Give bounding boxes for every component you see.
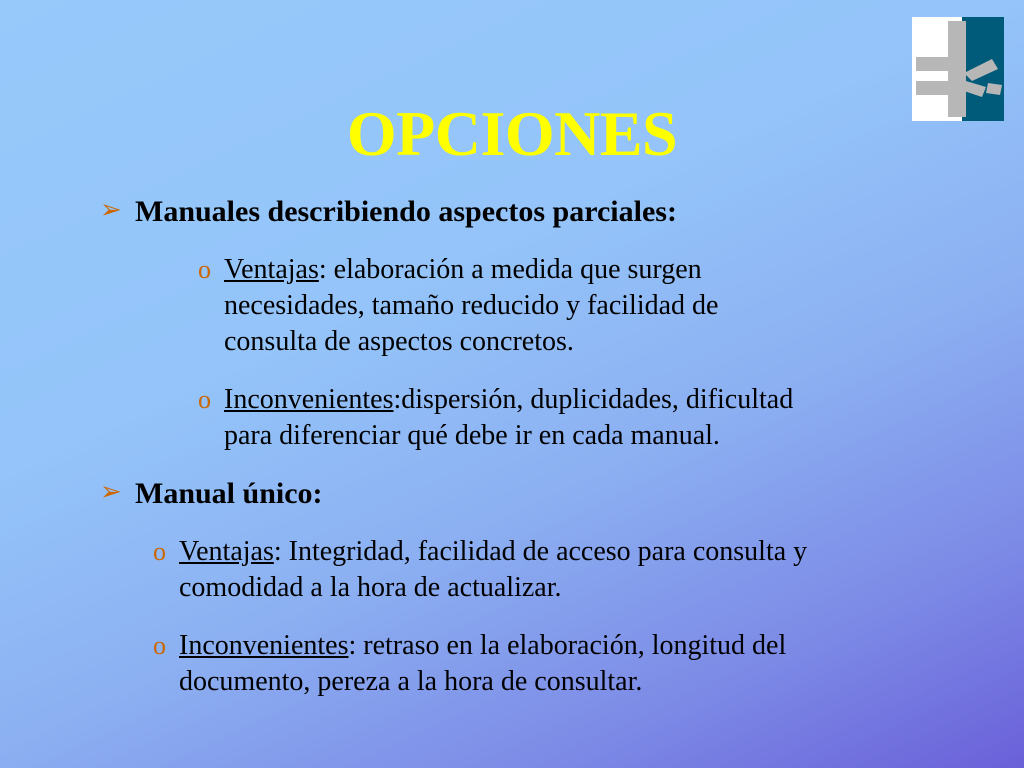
item-text: : elaboración a medida que surgen [318,254,702,285]
item-text: : retraso en la elaboración, longitud del [348,630,787,661]
item-text: consulta de aspectos concretos. [224,326,574,357]
sub-bullet-item [153,534,808,606]
item-text: :dispersión, duplicidades, dificultad [393,384,794,415]
item-text: : Integridad, facilidad de acceso para consulta y [273,536,808,567]
circle-bullet-icon: o [198,255,211,284]
section-heading-text: Manuales describiendo aspectos parciales: [135,195,677,228]
slide-title: OPCIONES [346,98,678,169]
arrow-bullet-icon: ➢ [100,195,122,224]
term-label: Ventajas [179,536,274,567]
item-text: comodidad a la hora de actualizar. [179,572,562,603]
circle-bullet-icon: o [198,385,211,414]
item-text: documento, pereza a la hora de consultar. [179,666,643,697]
circle-bullet-icon: o [153,537,166,566]
arrow-bullet-icon: ➢ [100,477,122,506]
term-label: Inconvenientes [224,384,394,415]
sub-bullet-item [198,382,794,454]
circle-bullet-icon: o [153,631,166,660]
term-label: Ventajas [224,254,319,285]
item-text: para diferenciar qué debe ir en cada manual. [224,420,720,451]
sub-bullet-item [153,628,787,700]
section-heading-text: Manual único: [135,477,323,510]
term-label: Inconvenientes [179,630,349,661]
item-text: necesidades, tamaño reducido y facilidad de [224,290,719,321]
sub-bullet-item [198,252,719,360]
